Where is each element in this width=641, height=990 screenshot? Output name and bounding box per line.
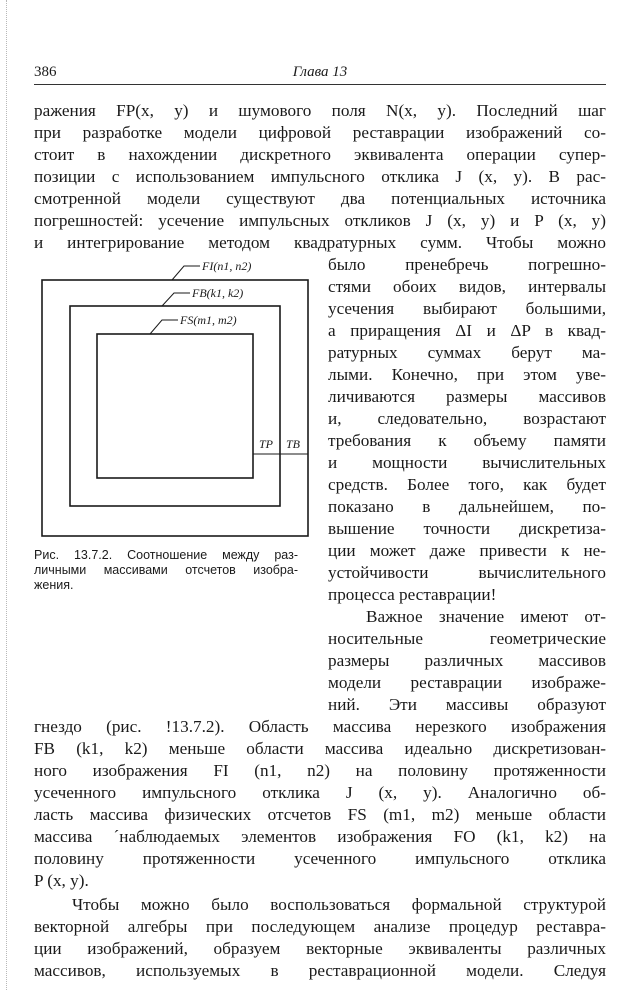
- text-line: показано в дальнейшем, по-: [328, 497, 606, 516]
- text-line: массивов, используемых в реставрационной модели. Следуя: [34, 961, 606, 980]
- label-fb: FB(k1, k2): [192, 286, 244, 300]
- middle-array-rect: [70, 306, 280, 506]
- text-line: ласть массива физических отсчетов FS (m1, m2) меньше области: [34, 805, 606, 824]
- text-line: процесса реставрации!: [328, 585, 497, 604]
- text-line: погрешностей: усечение импульсных откликов J (x, y) и P (x, y): [34, 211, 606, 230]
- text-line: половину протяженности усеченного импульсного отклика: [34, 849, 606, 868]
- inner-leader-line: [150, 320, 178, 334]
- text-line: Затем установим векторные соотношения между отдель-: [34, 985, 606, 986]
- inner-array-rect: [97, 334, 253, 478]
- text-line: стями обоих видов, интервалы: [328, 277, 606, 296]
- caption-line: Рис. 13.7.2. Соотношение между раз-: [34, 548, 298, 562]
- outer-array-rect: [42, 280, 308, 536]
- text-line: гнездо (рис. !13.7.2). Область массива нерезкого изображения: [34, 717, 606, 736]
- text-line: ратурных суммах берут ма-: [328, 343, 606, 362]
- text-line: модели реставрации изображе-: [328, 673, 606, 692]
- text-line: верхний левый угол.¹: [34, 984, 606, 985]
- text-line: FB (k1, k2) меньше области массива идеально дискретизован-: [34, 739, 606, 758]
- figure-caption: [34, 548, 298, 593]
- label-fs: FS(m1, m2): [180, 313, 237, 327]
- text-line: позиции с использованием импульсного отклика J (x, y). В рас-: [34, 167, 606, 186]
- text-line: P (x, y).: [34, 871, 89, 890]
- text-line: Важное значение имеют от-: [366, 607, 606, 626]
- text-line: таким образом, чтобы в каждом из них первый элемент занял: [34, 983, 606, 984]
- nested-arrays-diagram: [22, 258, 322, 548]
- text-line: вышение точности дискретиза-: [328, 519, 606, 538]
- text-line: а приращения ΔI и ΔP в квад-: [328, 321, 606, 340]
- text-line: и мощности вычислительных: [328, 453, 606, 472]
- outer-leader-line: [172, 266, 200, 280]
- text-line: было пренебречь погрешно-: [328, 255, 606, 274]
- text-line: устойчивости вычислительного: [328, 563, 606, 582]
- text-line: и, следовательно, возрастают: [328, 409, 606, 428]
- text-line: ции изображений, образуем векторные эквиваленты различных: [34, 939, 606, 958]
- text-line: ний. Эти массивы образуют: [328, 695, 606, 714]
- text-line: массива ´наблюдаемых элементов изображения FO (k1, k2) на: [34, 827, 606, 846]
- text-line: ными блоками модели, для чего произведем развертку: [34, 986, 606, 987]
- text-line: личиваются размеры массивов: [328, 387, 606, 406]
- figure-nested-arrays: [22, 258, 322, 548]
- text-line: требования к объему памяти: [328, 431, 606, 450]
- label-tb: TB: [286, 437, 301, 451]
- text-line: при разработке модели цифровой реставрации изображений со-: [34, 123, 606, 142]
- text-line: векторной алгебры при последующем анализе процедур реставра-: [34, 917, 606, 936]
- text-line: методам разд. 9.2, и в этом случае изменим индексы массивов: [34, 982, 606, 983]
- text-line: усечения выбирают большими,: [328, 299, 606, 318]
- text-line: ного изображения FI (n1, n2) на половину протяженности: [34, 761, 606, 780]
- text-line: усеченного импульсного отклика J (x, y). Аналогично об-: [34, 783, 606, 802]
- text-line: ражения FP(x, y) и шумового поля N(x, y). Последний шаг: [34, 101, 606, 120]
- running-header: [34, 62, 606, 85]
- page-edge: [0, 0, 7, 990]
- middle-leader-line: [162, 293, 190, 306]
- label-tp: TP: [259, 437, 274, 451]
- text-line: столбцов указанных массивов.: [34, 987, 606, 988]
- chapter-title: Глава 13: [292, 64, 348, 80]
- text-line: лыми. Конечно, при этом уве-: [328, 365, 606, 384]
- text-line: стоит в нахождении дискретного эквивалента операции супер-: [34, 145, 606, 164]
- text-line: Чтобы можно было воспользоваться формальной структурой: [72, 895, 606, 914]
- page-number: 386: [34, 64, 57, 80]
- caption-line: личными массивами отсчетов изобра-: [34, 563, 298, 577]
- caption-line: жения.: [34, 578, 74, 592]
- text-line: размеры различных массивов: [328, 651, 606, 670]
- text-line: ции может даже привести к не-: [328, 541, 606, 560]
- label-fi: FI(n1, n2): [202, 259, 252, 273]
- text-line: носительные геометрические: [328, 629, 606, 648]
- text-line: средств. Более того, как будет: [328, 475, 606, 494]
- text-line: и интегрирование методом квадратурных сумм. Чтобы можно: [34, 233, 606, 252]
- text-line: смотренной модели существуют два потенциальных источника: [34, 189, 606, 208]
